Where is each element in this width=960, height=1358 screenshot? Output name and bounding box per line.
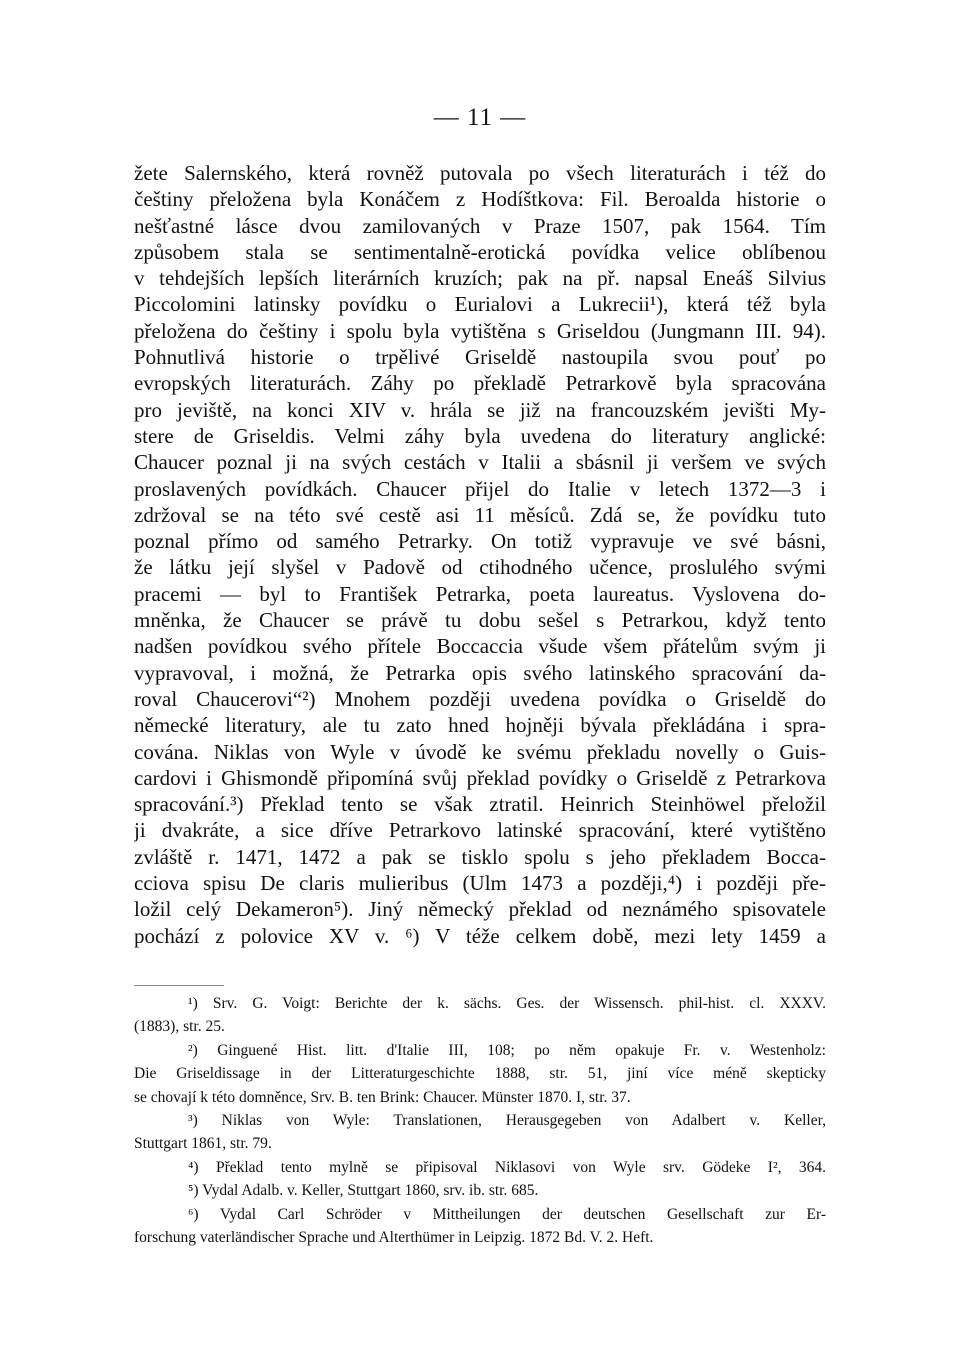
text-line: poznal přímo od samého Petrarky. On totiž vypravuje ve své básni, — [134, 529, 826, 554]
footnote-line: Stuttgart 1861, str. 79. — [134, 1135, 272, 1153]
footnote-line: Die Griseldissage in der Litteraturgeschichte 1888, str. 51, jiní více méně skepticky — [134, 1065, 826, 1083]
text-line: evropských literaturách. Záhy po překladě Petrarkově byla spracována — [134, 371, 826, 396]
footnotes — [134, 992, 826, 1249]
text-line: zdržoval se na této své cestě asi 11 měsíců. Zdá se, že povídku tuto — [134, 502, 826, 527]
footnote-line: ³) Niklas von Wyle: Translationen, Herausgegeben von Adalbert v. Keller, — [188, 1112, 826, 1130]
text-line: přeložena do češtiny i spolu byla vytištěna s Griseldou (Jungmann III. 94). — [134, 318, 826, 343]
text-line: proslavených povídkách. Chaucer přijel do Italie v letech 1372—3 i — [134, 476, 826, 501]
footnote-line: (1883), str. 25. — [134, 1018, 225, 1036]
text-line: Chaucer poznal ji na svých cestách v Italii a sbásnil ji veršem ve svých — [134, 450, 826, 475]
text-line: cována. Niklas von Wyle v úvodě ke svému překladu novelly o Guis- — [134, 739, 826, 764]
text-line: pracemi — byl to František Petrarka, poeta laureatus. Vyslovena do- — [134, 581, 826, 606]
footnote-5 — [134, 1179, 826, 1202]
footnote-divider — [134, 985, 224, 986]
text-line: cciova spisu De claris mulieribus (Ulm 1473 a později,⁴) i později pře- — [134, 871, 826, 896]
text-line: zvláště r. 1471, 1472 a pak se tisklo spolu s jeho překladem Bocca- — [134, 844, 826, 869]
text-line: mněnka, že Chaucer se právě tu dobu sešel s Petrarkou, když tento — [134, 608, 826, 633]
text-line: v tehdejších lepších literárních kruzích; pak na př. napsal Eneáš Silvius — [134, 266, 826, 291]
text-line: vypravoval, i možná, že Petrarka opis svého latinského spracování da- — [134, 660, 826, 685]
text-line: nešťastné lásce dvou zamilovaných v Praze 1507, pak 1564. Tím — [134, 213, 826, 238]
footnote-2 — [134, 1039, 826, 1109]
text-line: nadšen povídkou svého přítele Boccaccia všude všem přátelům svým ji — [134, 634, 826, 659]
footnote-line: ²) Ginguené Hist. litt. d'Italie III, 108; po něm opakuje Fr. v. Westenholz: — [188, 1041, 826, 1059]
text-line: ložil celý Dekameron⁵). Jiný německý překlad od neznámého spisovatele — [134, 897, 826, 922]
footnote-line: se chovají k této domněnce, Srv. B. ten Brink: Chaucer. Münster 1870. I, str. 37. — [134, 1088, 631, 1106]
text-line: stere de Griseldis. Velmi záhy byla uvedena do literatury anglické: — [134, 423, 826, 448]
footnote-line: ⁴) Překlad tento mylně se připisoval Niklasovi von Wyle srv. Gödeke I², 364. — [188, 1158, 826, 1176]
text-line: Piccolomini latinsky povídku o Eurialovi a Lukrecii¹), která též byla — [134, 292, 826, 317]
text-line: pochází z polovice XV v. ⁶) V téže celkem době, mezi lety 1459 a — [134, 923, 826, 948]
text-line: roval Chaucerovi“²) Mnohem později uvedena povídka o Griseldě do — [134, 686, 826, 711]
text-line: češtiny přeložena byla Konáčem z Hodíštkova: Fil. Beroalda historie o — [134, 187, 826, 212]
text-line: pro jeviště, na konci XIV v. hrála se již na francouzském jevišti My- — [134, 397, 826, 422]
text-line: cardovi i Ghismondě připomíná svůj překlad povídky o Griseldě z Petrarkova — [134, 765, 826, 790]
footnote-line: ⁶) Vydal Carl Schröder v Mittheilungen der deutschen Gesellschaft zur Er- — [188, 1205, 826, 1223]
footnote-6 — [134, 1203, 826, 1250]
text-line: německé literatury, ale tu zato hned hojněji bývala překládána i spra- — [134, 713, 826, 738]
text-line: ji dvakráte, a sice dříve Petrarkovo latinské spracování, které vytištěno — [134, 818, 826, 843]
page-number: — 11 — — [433, 104, 527, 131]
text-line: způsobem stala se sentimentalně-erotická povídka velice oblíbenou — [134, 239, 826, 264]
text-line: Pohnutlivá historie o trpělivé Griseldě nastoupila svou pouť po — [134, 345, 826, 370]
footnote-line: ¹) Srv. G. Voigt: Berichte der k. sächs. Ges. der Wissensch. phil-hist. cl. XXXV. — [188, 995, 826, 1012]
footnote-line: ⁵) Vydal Adalb. v. Keller, Stuttgart 1860, srv. ib. str. 685. — [188, 1182, 539, 1200]
text-line: že látku její slyšel v Padově od ctihodného učence, proslulého svými — [134, 555, 826, 580]
text-line: žete Salernského, která rovněž putovala po všech literaturách i též do — [134, 161, 826, 185]
text-line: spracování.³) Překlad tento se však ztratil. Heinrich Steinhöwel přeložil — [134, 792, 826, 817]
footnote-1 — [134, 992, 826, 1039]
main-text — [134, 160, 826, 949]
footnote-3 — [134, 1109, 826, 1156]
footnote-4 — [134, 1156, 826, 1179]
footnote-line: forschung vaterländischer Sprache und Alterthümer in Leipzig. 1872 Bd. V. 2. Heft. — [134, 1229, 654, 1247]
